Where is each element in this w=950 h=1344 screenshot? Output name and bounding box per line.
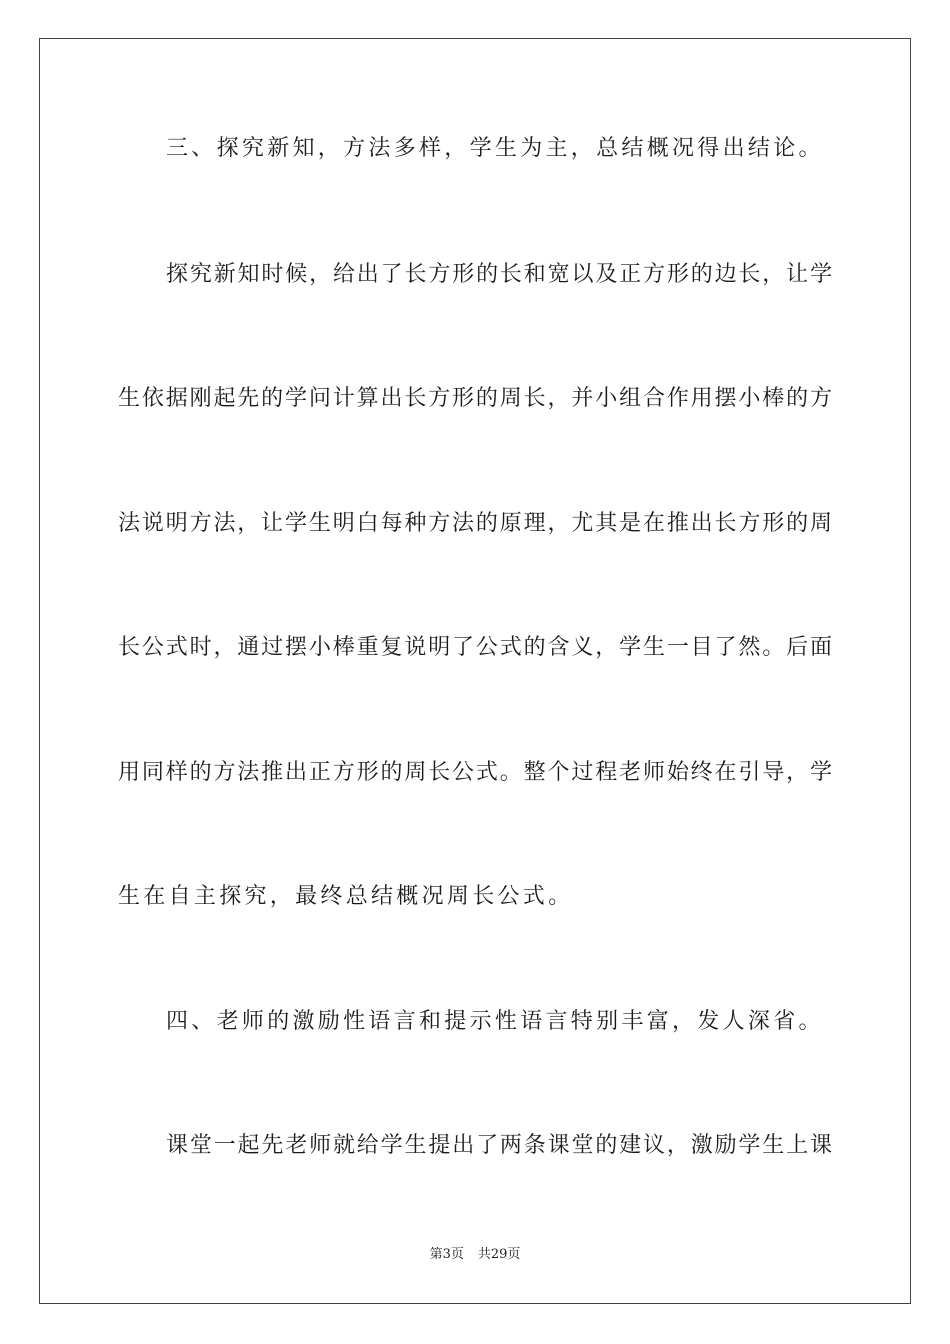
section-heading-3: 三、探究新知，方法多样，学生为主，总结概况得出结论。	[166, 136, 824, 161]
page-number: 第3页	[429, 1247, 464, 1262]
paragraph-line: 生在自主探究，最终总结概况周长公式。	[118, 884, 574, 909]
paragraph-line: 用同样的方法推出正方形的周长公式。整个过程老师始终在引导，学	[118, 760, 832, 785]
page-border	[39, 38, 911, 1304]
page-footer	[0, 1246, 950, 1264]
section-heading-4: 四、老师的激励性语言和提示性语言特别丰富，发人深省。	[166, 1009, 824, 1034]
paragraph-line: 生依据刚起先的学问计算出长方形的周长，并小组合作用摆小棒的方	[118, 386, 832, 411]
paragraph-line: 长公式时，通过摆小棒重复说明了公式的含义，学生一目了然。后面	[118, 635, 832, 660]
total-pages: 共29页	[477, 1247, 521, 1262]
paragraph-line: 探究新知时候，给出了长方形的长和宽以及正方形的边长，让学	[166, 262, 832, 287]
paragraph-line: 课堂一起先老师就给学生提出了两条课堂的建议，激励学生上课	[166, 1133, 832, 1158]
paragraph-line: 法说明方法，让学生明白每种方法的原理，尤其是在推出长方形的周	[118, 511, 832, 536]
